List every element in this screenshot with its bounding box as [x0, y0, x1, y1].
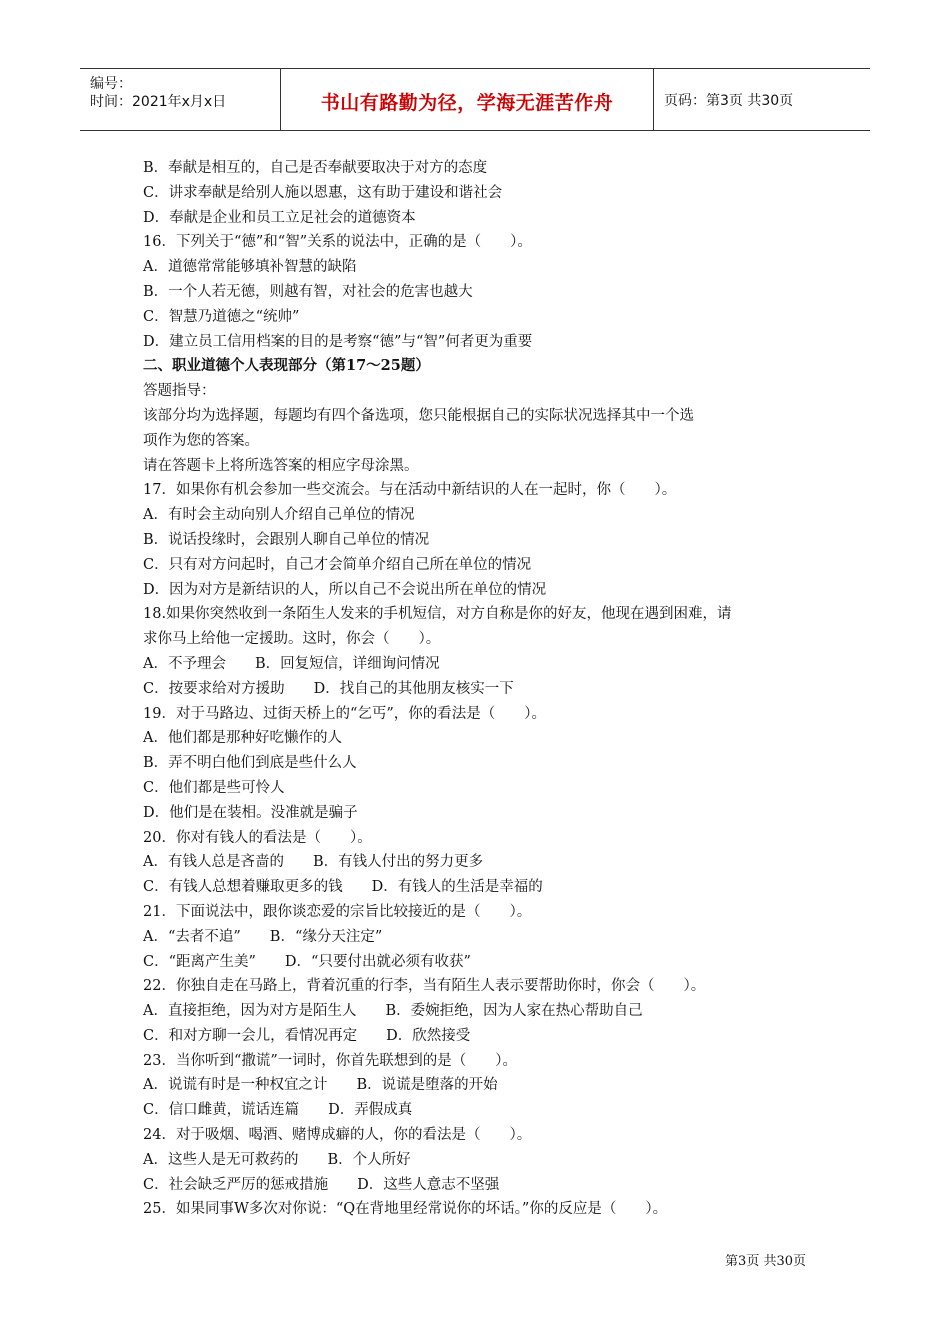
text-line: B．奉献是相互的，自己是否奉献要取决于对方的态度	[143, 160, 488, 176]
text-line: A．这些人是无可救药的 B．个人所好	[143, 1151, 411, 1168]
text-line: A．“去者不追” B．“缘分天注定”	[143, 928, 383, 945]
text-line: C．智慧乃道德之“统帅”	[143, 308, 300, 325]
text-line: D．因为对方是新结识的人，所以自己不会说出所在单位的情况	[143, 581, 547, 598]
text-line: C．按要求给对方援助 D．找自己的其他朋友核实一下	[143, 680, 514, 697]
text-line: C．讲求奉献是给别人施以恩惠，这有助于建设和谐社会	[143, 184, 503, 201]
text-line: A．有时会主动向别人介绍自己单位的情况	[143, 507, 415, 524]
text-line: C．只有对方问起时，自己才会简单介绍自己所在单位的情况	[143, 556, 532, 573]
page-footer: 第3页 共30页	[725, 1254, 806, 1269]
text-line: B．一个人若无德，则越有智，对社会的危害也越大	[143, 283, 473, 300]
text-line: 16．下列关于“德”和“智”关系的说法中，正确的是（ ）。	[143, 234, 532, 251]
text-line: C．和对方聊一会儿，看情况再定 D．欣然接受	[143, 1027, 471, 1044]
page-info: 页码：第3页 共30页	[664, 93, 794, 109]
text-line: 求你马上给他一定援助。这时，你会（ ）。	[143, 631, 441, 648]
motto: 书山有路勤为径，学海无涯苦作舟	[320, 92, 614, 114]
text-line: A．有钱人总是吝啬的 B．有钱人付出的努力更多	[143, 854, 484, 871]
page-header	[80, 68, 870, 131]
number-label: 编号：	[90, 76, 132, 92]
text-line: 20．你对有钱人的看法是（ ）。	[143, 829, 372, 846]
document-body	[143, 156, 823, 1222]
text-line: A．不予理会 B．回复短信，详细询问情况	[143, 655, 440, 672]
text-line: D．奉献是企业和员工立足社会的道德资本	[143, 209, 416, 226]
text-line: A．直接拒绝，因为对方是陌生人 B．委婉拒绝，因为人家在热心帮助自己	[143, 1003, 643, 1020]
text-line: C．他们都是些可怜人	[143, 779, 285, 796]
text-line: 21．下面说法中，跟你谈恋爱的宗旨比较接近的是（ ）。	[143, 903, 532, 920]
text-line: D．他们是在装相。没准就是骗子	[143, 804, 358, 821]
text-line: 17．如果你有机会参加一些交流会。与在活动中新结识的人在一起时，你（ ）。	[143, 482, 677, 499]
text-line: 答题指导：	[143, 383, 216, 400]
text-line: 请在答题卡上将所选答案的相应字母涂黑。	[143, 457, 419, 474]
text-line: A．他们都是那种好吃懒作的人	[143, 730, 342, 747]
text-line: D．建立员工信用档案的目的是考察“德”与“智”何者更为重要	[143, 333, 533, 350]
text-line: 23．当你听到“撒谎”一词时，你首先联想到的是（ ）。	[143, 1052, 518, 1069]
text-line: 19．对于马路边、过街天桥上的“乞丐”，你的看法是（ ）。	[143, 705, 547, 722]
text-line: C．有钱人总想着赚取更多的钱 D．有钱人的生活是幸福的	[143, 879, 543, 896]
text-line: 项作为您的答案。	[143, 432, 259, 449]
header-right-cell	[654, 69, 870, 130]
text-line: 该部分均为选择题，每题均有四个备选项，您只能根据自己的实际状况选择其中一个选	[143, 407, 694, 424]
text-line: C．信口雌黄，谎话连篇 D．弄假成真	[143, 1102, 413, 1119]
text-line: 18.如果你突然收到一条陌生人发来的手机短信，对方自称是你的好友，他现在遇到困难，请	[143, 606, 732, 623]
text-line: A．说谎有时是一种权宜之计 B．说谎是堕落的开始	[143, 1077, 498, 1094]
text-line: C．社会缺乏严厉的惩戒措施 D．这些人意志不坚强	[143, 1176, 500, 1193]
text-line: A．道德常常能够填补智慧的缺陷	[143, 259, 357, 276]
text-line: 25．如果同事W多次对你说：“Q在背地里经常说你的坏话。”你的反应是（ ）。	[143, 1201, 668, 1218]
text-line: 24．对于吸烟、喝酒、赌博成癖的人，你的看法是（ ）。	[143, 1127, 532, 1144]
time-label: 时间：2021年x月x日	[90, 94, 227, 110]
text-line: C．“距离产生美” D．“只要付出就必须有收获”	[143, 953, 471, 970]
header-motto-cell	[281, 69, 654, 130]
text-line: B．说话投缘时，会跟别人聊自己单位的情况	[143, 531, 430, 548]
text-line: 22．你独自走在马路上，背着沉重的行李，当有陌生人表示要帮助你时，你会（ ）。	[143, 978, 706, 995]
header-left-cell	[80, 69, 281, 130]
section-heading: 二、职业道德个人表现部分（第17～25题）	[143, 357, 430, 375]
text-line: B．弄不明白他们到底是些什么人	[143, 755, 357, 772]
